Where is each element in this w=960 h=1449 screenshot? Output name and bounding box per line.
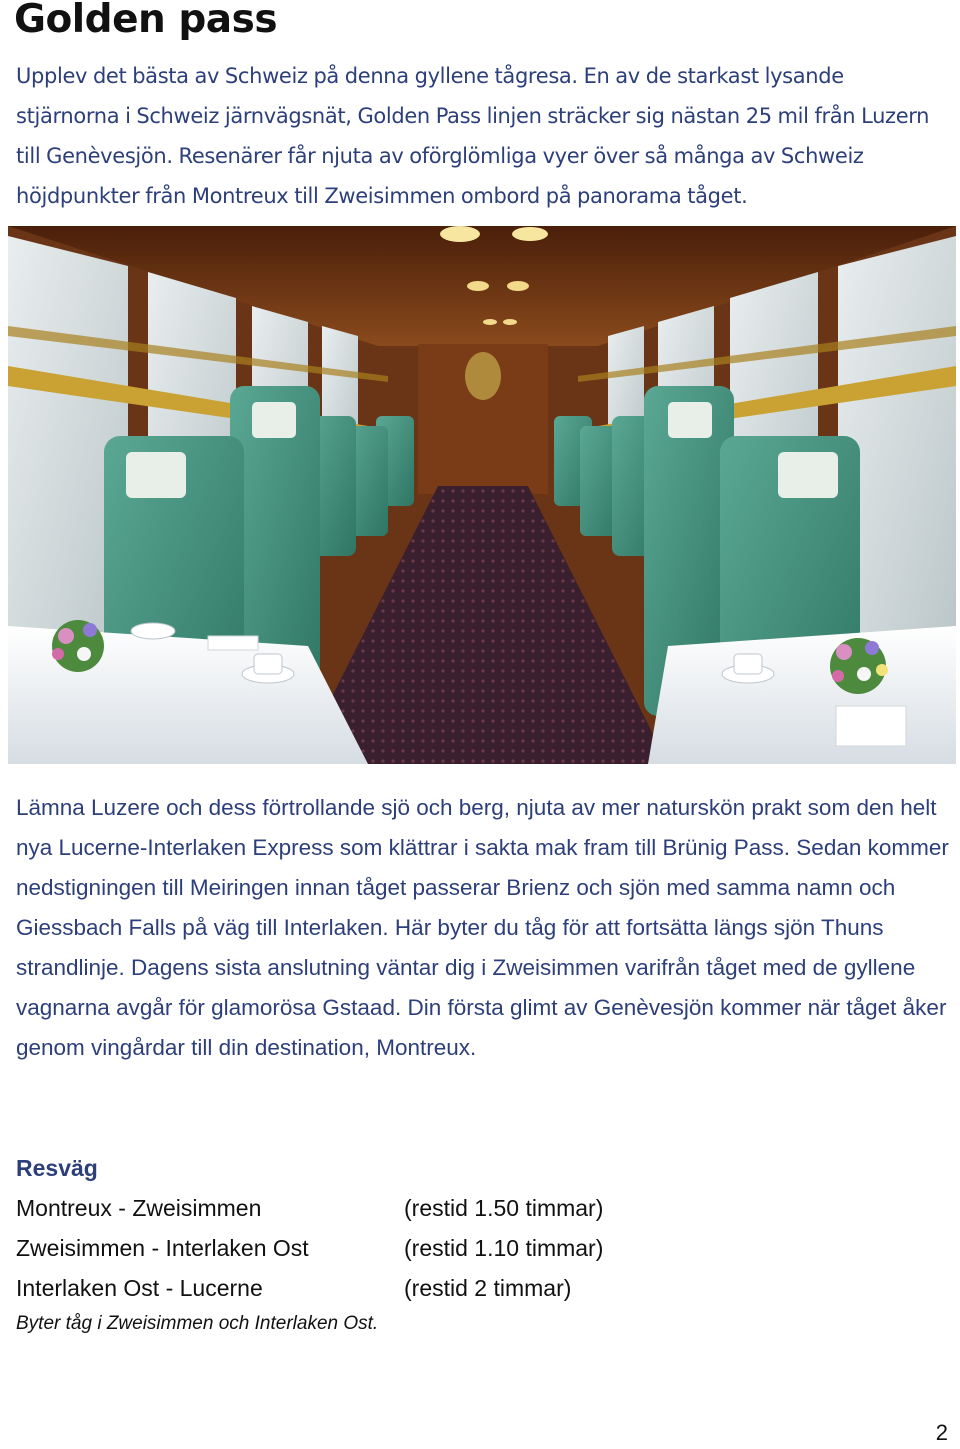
page-number: 2 xyxy=(935,1420,948,1445)
route-leg: Interlaken Ost - Lucerne xyxy=(16,1274,263,1301)
table-row xyxy=(16,1268,603,1308)
description-paragraph: Lämna Luzere och dess förtrollande sjö och berg, njuta av mer naturskön prakt som den helt nya Lucerne-Interlaken Express som klättrar i sakta mak fram till Brünig Pass. Sedan kommer nedstigningen till Meiringen innan tåget passerar Brienz och sjön med samma namn och Giessbach Falls på väg till Interlaken. Här byter du tåg för att fortsätta längs sjön Thuns strandlinje. Dagens sista anslutning väntar dig i Zweisimmen varifrån tåget med de gyllene vagnarna avgår för glamorösa Gstaad. Din första glimt av Genèvesjön kommer när tåget åker genom vingårdar till din destination, Montreux. xyxy=(16,795,949,1060)
route-leg: Zweisimmen - Interlaken Ost xyxy=(16,1234,309,1261)
route-heading: Resväg xyxy=(16,1155,98,1181)
table-row xyxy=(16,1228,603,1268)
route-duration: (restid 1.10 timmar) xyxy=(404,1234,604,1261)
route-leg: Montreux - Zweisimmen xyxy=(16,1194,262,1221)
intro-paragraph: Upplev det bästa av Schweiz på denna gyllene tågresa. En av de starkast lysande stjärnorna i Schweiz järnvägsnät, Golden Pass linjen sträcker sig nästan 25 mil från Luzern till Genèvesjön. Resenärer får njuta av oförglömliga vyer över så många av Schweiz höjdpunkter från Montreux till Zweisimmen ombord på panorama tåget. xyxy=(16,64,930,208)
route-duration: (restid 1.50 timmar) xyxy=(404,1194,604,1221)
train-interior-photo xyxy=(8,226,956,764)
route-duration: (restid 2 timmar) xyxy=(404,1274,572,1301)
table-row xyxy=(16,1188,603,1228)
page-title: Golden pass xyxy=(14,0,278,42)
route-note: Byter tåg i Zweisimmen och Interlaken Ost. xyxy=(16,1313,379,1334)
route-table xyxy=(16,1188,603,1308)
